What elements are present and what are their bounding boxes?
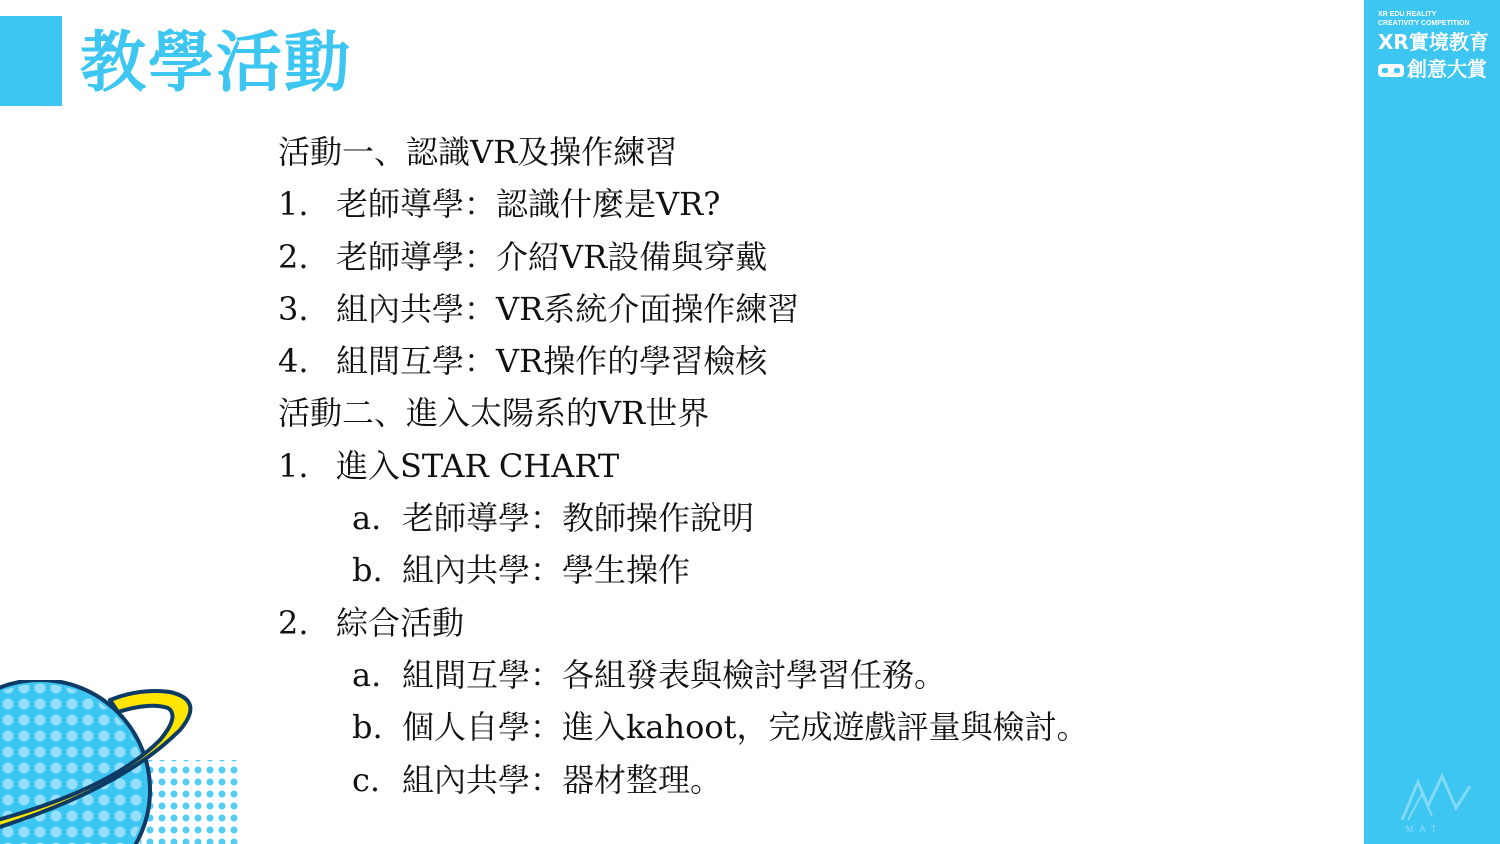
- list-text: 組內共學：VR系統介面操作練習: [336, 289, 800, 328]
- brand-name-row2: 創意大賞: [1407, 57, 1487, 81]
- list-text: 進入STAR CHART: [336, 446, 620, 485]
- sub-list-text: 組內共學：器材整理。: [402, 760, 723, 799]
- list-number: 1.: [278, 185, 309, 224]
- sub-list-item: [278, 649, 1088, 701]
- vr-glasses-icon: [1378, 64, 1404, 77]
- brand-name-row2-wrap: [1378, 57, 1487, 81]
- list-item: [278, 597, 1088, 649]
- list-item: [278, 231, 1088, 283]
- activity1-heading: 活動一、認識VR及操作練習: [278, 133, 678, 171]
- list-text: 綜合活動: [336, 603, 465, 642]
- sub-list-text: 個人自學：進入kahoot，完成遊戲評量與檢討。: [402, 708, 1089, 747]
- sub-list-item: [278, 492, 1088, 544]
- list-item: [278, 440, 1088, 492]
- brand-name-row1: XR實境教育: [1378, 30, 1489, 54]
- brand-tagline-line1: XR EDU REALITY: [1378, 11, 1437, 18]
- sub-list-text: 組間互學：各組發表與檢討學習任務。: [402, 655, 947, 694]
- activity2-heading: 活動二、進入太陽系的VR世界: [278, 394, 710, 433]
- list-text: 老師導學：認識什麼是VR?: [336, 185, 721, 224]
- slide-body: [278, 126, 1088, 806]
- list-item: [278, 178, 1088, 230]
- list-text: 老師導學：介紹VR設備與穿戴: [336, 237, 768, 276]
- brand-sidebar: [1364, 0, 1500, 844]
- list-number: 3.: [278, 289, 309, 328]
- sub-list-letter: a.: [352, 655, 382, 694]
- list-item: [278, 335, 1088, 387]
- list-number: 1.: [278, 446, 309, 485]
- sub-list-item: [278, 544, 1088, 596]
- list-number: 2.: [278, 237, 309, 276]
- slide-title: 教學活動: [80, 24, 352, 101]
- sub-list-letter: a.: [352, 499, 382, 538]
- sub-list-letter: b.: [352, 551, 383, 590]
- list-text: 組間互學：VR操作的學習檢核: [336, 342, 768, 381]
- sub-list-letter: b.: [352, 708, 383, 747]
- title-accent-bar: [0, 16, 62, 106]
- sub-list-item: [278, 754, 1088, 806]
- sub-list-text: 組內共學：學生操作: [402, 551, 691, 590]
- brand-tagline: [1378, 10, 1470, 28]
- logo-wordmark: MAT: [1406, 824, 1443, 834]
- list-number: 4.: [278, 342, 309, 381]
- planet-illustration-icon: [0, 680, 240, 844]
- sub-list-item: [278, 701, 1088, 753]
- sub-list-letter: c.: [352, 760, 381, 799]
- list-number: 2.: [278, 603, 309, 642]
- brand-tagline-line2: CREATIVITY COMPETITION: [1378, 20, 1470, 27]
- sub-list-text: 老師導學：教師操作說明: [402, 499, 755, 538]
- mountain-logo-icon: [1398, 768, 1474, 824]
- list-item: [278, 283, 1088, 335]
